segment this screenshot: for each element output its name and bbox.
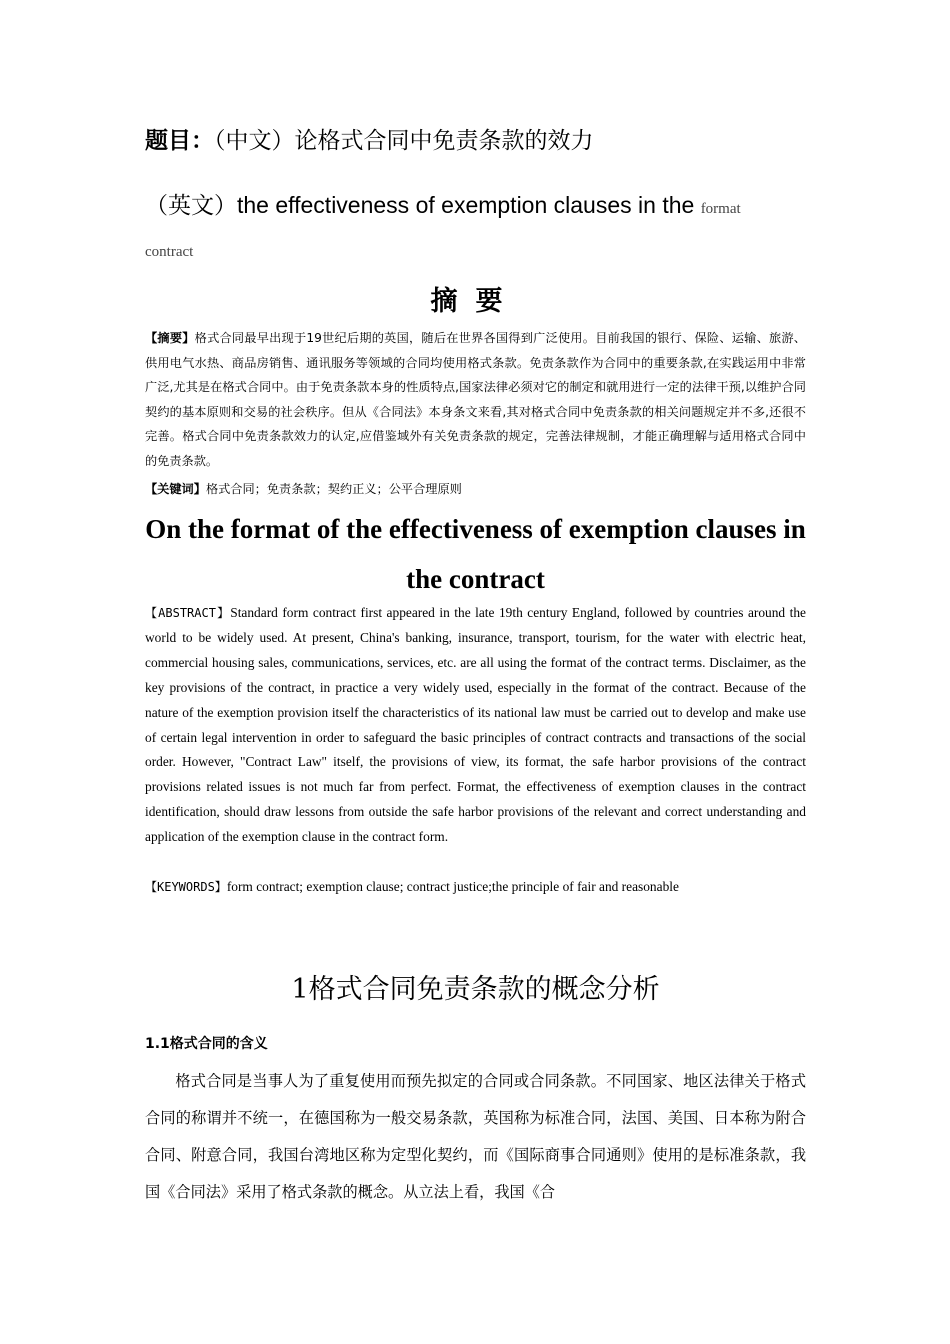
title-english [145,188,806,226]
title-label: 题目： [145,128,214,154]
abstract-heading-chinese: 摘要 [430,286,521,317]
section-title: 1格式合同免责条款的概念分析 [291,974,660,1005]
body-paragraph: 格式合同是当事人为了重复使用而预先拟定的合同或合同条款。不同国家、地区法律关于格式合同的称谓并不统一，在德国称为一般交易条款，英国称为标准合同，法国、美国、日本称为附合合同、附意合同，我国台湾地区称为定型化契约，而《国际商事合同通则》使用的是标准条款，我国《合同法》采用了格式条款的概念。从立法上看，我国《合 [145,1072,806,1201]
title-chinese-text: （中文）论格式合同中免责条款的效力 [214,128,594,154]
title-english-text: （英文）the effectiveness of exemption clauses in the [145,192,695,218]
abstract-text-chinese: 格式合同最早出现于19世纪后期的英国，随后在世界各国得到广泛使用。目前我国的银行、保险、运输、旅游、供用电气水热、商品房销售、通讯服务等领域的合同均使用格式条款。免责条款作为合同中的重要条款,在实践运用中非常广泛,尤其是在格式合同中。由于免责条款本身的性质特点,国家法律必须对它的制定和就用进行一定的法律干预,以维护合同契约的基本原则和交易的社会秩序。但从《合同法》本身条文来看,其对格式合同中免责条款的相关问题规定并不多,还很不完善。格式合同中免责条款效力的认定,应借鉴域外有关免责条款的规定，完善法律规制，才能正确理解与适用格式合同中的免责条款。 [145,331,806,468]
abstract-chinese [145,326,806,474]
title-english-small: format [700,201,741,217]
keywords-label-english: 【KEYWORDS】 [145,880,227,894]
abstract-text-english: Standard form contract first appeared in the late 19th century England, followed by countries around the world to be widely used. At present, China's banking, insurance, transport, tourism, for the water with electric heat, commercial housing sales, communications, services, etc. are all using the format of the contract terms. Disclaimer, as the key provisions of the contract, in practice a very widely used, especially in the format of the contract. Because of the nature of the exemption provision itself the characteristics of its national law must be carried out to develop and make use of certain legal intervention in order to safeguard the basic principles of contract contracts and transactions of the social order. However, "Contract Law" itself, the provisions of view, its format, the safe harbor provisions of the contract provisions related issues is not much far from perfect. Format, the effectiveness of exemption clauses in the contract identification, should draw lessons from outside the safe harbor provisions of the relevant and correct understanding and application of the exemption clause in the contract form. [145,605,806,845]
subsection-title: 1.1格式合同的含义 [145,1036,268,1052]
abstract-label-chinese: 【摘要】 [145,331,195,345]
abstract-english [145,601,806,850]
keywords-english [145,876,806,898]
keywords-text-chinese: 格式合同；免责条款；契约正义；公平合理原则 [205,482,462,496]
keywords-label-chinese: 【关键词】 [145,482,206,496]
keywords-text-english: form contract; exemption clause; contract justice;the principle of fair and reasonable [226,879,679,894]
title-chinese [145,124,806,158]
abstract-label-english: 【ABSTRACT】 [145,606,231,620]
keywords-chinese [145,478,806,500]
title-english-continuation: contract [145,244,194,260]
abstract-heading-english: On the format of the effectiveness of exemption clauses in the contract [145,514,806,594]
